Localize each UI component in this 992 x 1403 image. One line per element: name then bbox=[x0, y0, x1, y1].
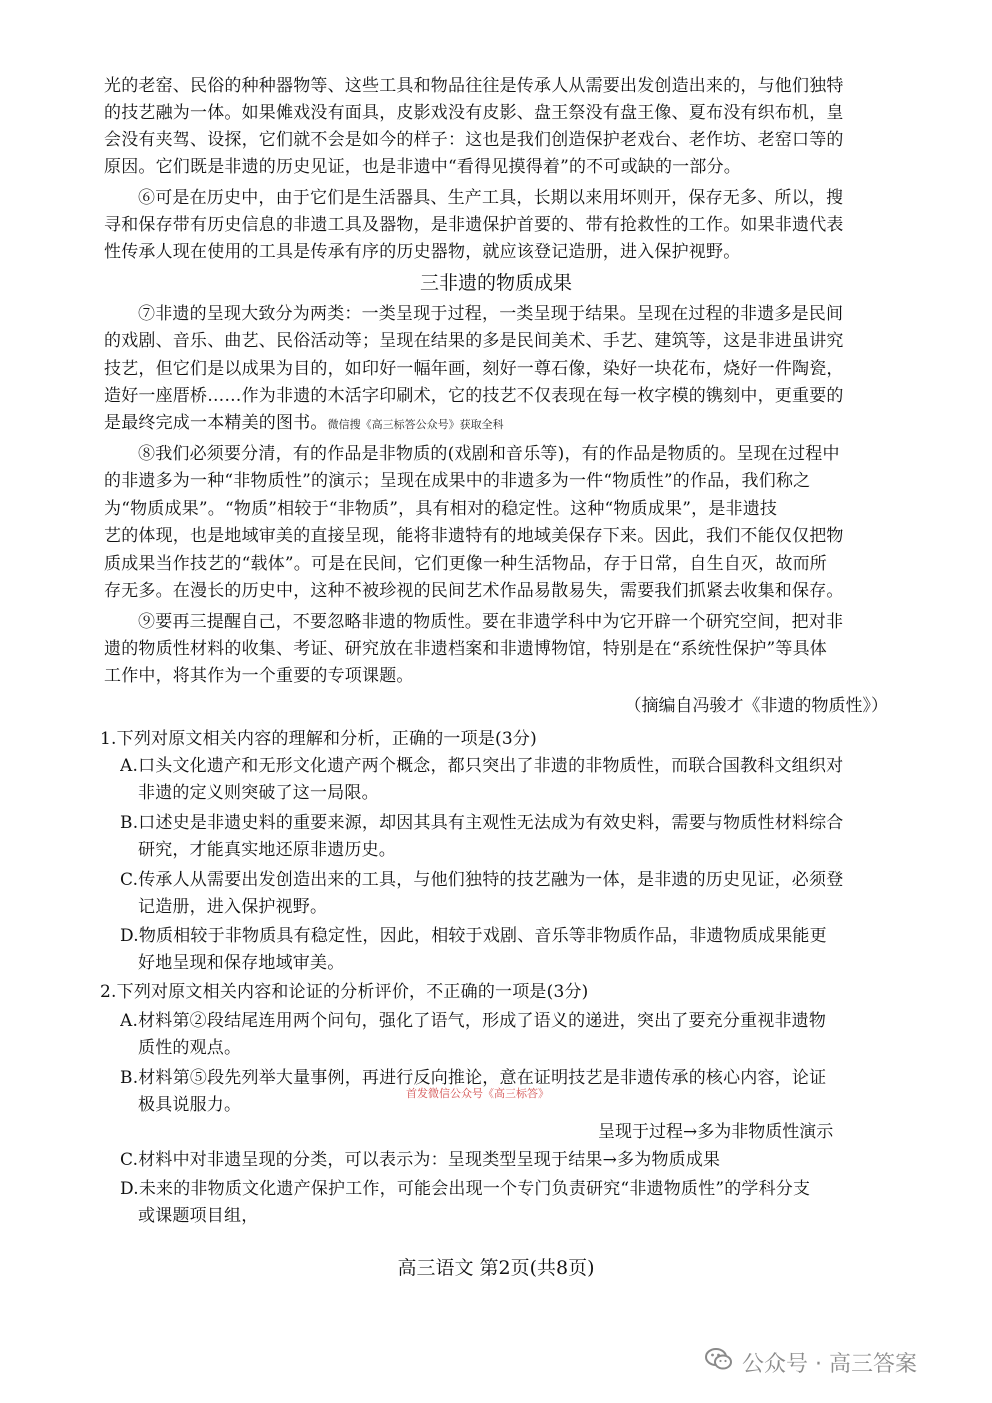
para-8-line: 存无多。在漫长的历史中，这种不被珍视的民间艺术作品易散易失，需要我们抓紧去收集和保存。 bbox=[104, 581, 844, 601]
inline-promo-note: 微信搜《高三标答公众号》获取全科 bbox=[327, 418, 504, 431]
para-6-line: 寻和保存带有历史信息的非遗工具及器物，是非遗保护首要的、带有抢救性的工作。如果非遗代表 bbox=[104, 215, 844, 235]
q1-option-d-cont: 好地呈现和保存地域审美。 bbox=[138, 953, 345, 973]
section-heading: 三非遗的物质成果 bbox=[419, 272, 572, 294]
para-8-line: ⑧我们必须要分清，有的作品是非物质的(戏剧和音乐等)，有的作品是物质的。呈现在过程中 bbox=[138, 444, 840, 464]
q1-option-c: C.传承人从需要出发创造出来的工具，与他们独特的技艺融为一体，是非遗的历史见证，必须登 bbox=[120, 870, 844, 890]
red-watermark-note: 首发微信公众号《高三标答》 bbox=[406, 1087, 549, 1100]
q1-option-a: A.口头文化遗产和无形文化遗产两个概念，都只突出了非遗的非物质性，而联合国教科文组织对 bbox=[120, 756, 844, 776]
para-9-line: 工作中，将其作为一个重要的专项课题。 bbox=[104, 666, 414, 686]
para-8-line: 质成果当作技艺的“载体”。可是在民间，它们更像一种生活物品，存于日常，自生自灭，故而所 bbox=[104, 554, 827, 574]
source-citation: （摘编自冯骏才《非遗的物质性》） bbox=[624, 696, 888, 716]
para-6-line: ⑥可是在历史中，由于它们是生活器具、生产工具，长期以来用坏则开，保存无多、所以，搜 bbox=[138, 188, 844, 208]
watermark-text: 公众号 · 高三答案 bbox=[742, 1351, 917, 1377]
q2-option-b-cont: 极具说服力。 bbox=[138, 1095, 242, 1115]
para-top-line: 原因。它们既是非遗的历史见证，也是非遗中“看得见摸得着”的不可或缺的一部分。 bbox=[104, 157, 741, 177]
para-7-line: 技艺，但它们是以成果为目的，如印好一幅年画，刻好一尊石像，染好一块花布，烧好一件陶瓷， bbox=[104, 359, 844, 379]
q2-option-a: A.材料第②段结尾连用两个问句，强化了语气，形成了语义的递进，突出了要充分重视非遗物 bbox=[120, 1011, 827, 1031]
para-8-line: 为“物质成果”。“物质”相较于“非物质”，具有相对的稳定性。这种“物质成果”，是非遗技 bbox=[104, 499, 778, 519]
q1-option-b: B.口述史是非遗史料的重要来源，却因其具有主观性无法成为有效史料，需要与物质性材料综合 bbox=[120, 813, 844, 833]
q2-option-d-cont: 或课题项目组， bbox=[138, 1206, 259, 1226]
q2-option-c: C.材料中对非遗呈现的分类，可以表示为：呈现类型呈现于结果→多为物质成果 bbox=[120, 1150, 721, 1170]
page-footer: 高三语文 第2页(共8页) bbox=[397, 1257, 595, 1279]
para-top-line: 会没有夹驾、设探，它们就不会是如今的样子：这也是我们创造保护老戏台、老作坊、老窑口等的 bbox=[104, 130, 844, 150]
para-7-last-text: 是最终完成一本精美的图书。 bbox=[104, 413, 328, 433]
para-top-line: 光的老窑、民俗的种种器物等、这些工具和物品往往是传承人从需要出发创造出来的，与他们独特 bbox=[104, 76, 844, 96]
question-2-stem: 2.下列对原文相关内容和论证的分析评价，不正确的一项是(3分) bbox=[100, 982, 589, 1002]
para-7-line: 造好一座厝桥……作为非遗的木活字印刷术，它的技艺不仅表现在每一枚字模的镌刻中，更重要的 bbox=[104, 386, 844, 406]
para-7-line: ⑦非遗的呈现大致分为两类：一类呈现于过程，一类呈现于结果。呈现在过程的非遗多是民间 bbox=[138, 304, 844, 324]
q1-option-c-cont: 记造册，进入保护视野。 bbox=[138, 897, 328, 917]
q2-option-a-cont: 质性的观点。 bbox=[138, 1038, 242, 1058]
q1-option-a-cont: 非遗的定义则突破了这一局限。 bbox=[138, 783, 379, 803]
q2-option-b: B.材料第⑤段先列举大量事例，再进行反向推论，意在证明技艺是非遗传承的核心内容，论证 bbox=[120, 1068, 827, 1088]
question-1-stem: 1.下列对原文相关内容的理解和分析，正确的一项是(3分) bbox=[100, 729, 537, 749]
para-7-line: 的戏剧、音乐、曲艺、民俗活动等；呈现在结果的多是民间美术、手艺、建筑等，这是非进虽讲究 bbox=[104, 331, 844, 351]
para-top-line: 的技艺融为一体。如果傩戏没有面具，皮影戏没有皮影、盘王祭没有盘王像、夏布没有织布机，皇 bbox=[104, 103, 844, 123]
wechat-icon bbox=[704, 1346, 734, 1378]
para-8-line: 艺的体现，也是地域审美的直接呈现，能将非遗特有的地域美保存下来。因此，我们不能仅仅把物 bbox=[104, 526, 844, 546]
para-9-line: ⑨要再三提醒自己，不要忽略非遗的物质性。要在非遗学科中为它开辟一个研究空间，把对非 bbox=[138, 612, 844, 632]
para-7-last-line bbox=[104, 411, 890, 435]
q1-option-b-cont: 研究，才能真实地还原非遗历史。 bbox=[138, 840, 396, 860]
para-9-line: 遗的物质性材料的收集、考证、研究放在非遗档案和非遗博物馆，特别是在“系统性保护”等具体 bbox=[104, 639, 827, 659]
wechat-watermark bbox=[704, 1345, 917, 1379]
q2-option-d: D.未来的非物质文化遗产保护工作，可能会出现一个专门负责研究“非遗物质性”的学科分支 bbox=[120, 1179, 811, 1199]
para-8-line: 的非遗多为一种“非物质性”的演示；呈现在成果中的非遗多为一件“物质性”的作品，我们称之 bbox=[104, 471, 811, 491]
q2-option-c-flow-top: 呈现于过程→多为非物质性演示 bbox=[598, 1122, 834, 1142]
q1-option-d: D.物质相较于非物质具有稳定性，因此，相较于戏剧、音乐等非物质作品，非遗物质成果能更 bbox=[120, 926, 827, 946]
para-6-line: 性传承人现在使用的工具是传承有序的历史器物，就应该登记造册，进入保护视野。 bbox=[104, 242, 741, 262]
